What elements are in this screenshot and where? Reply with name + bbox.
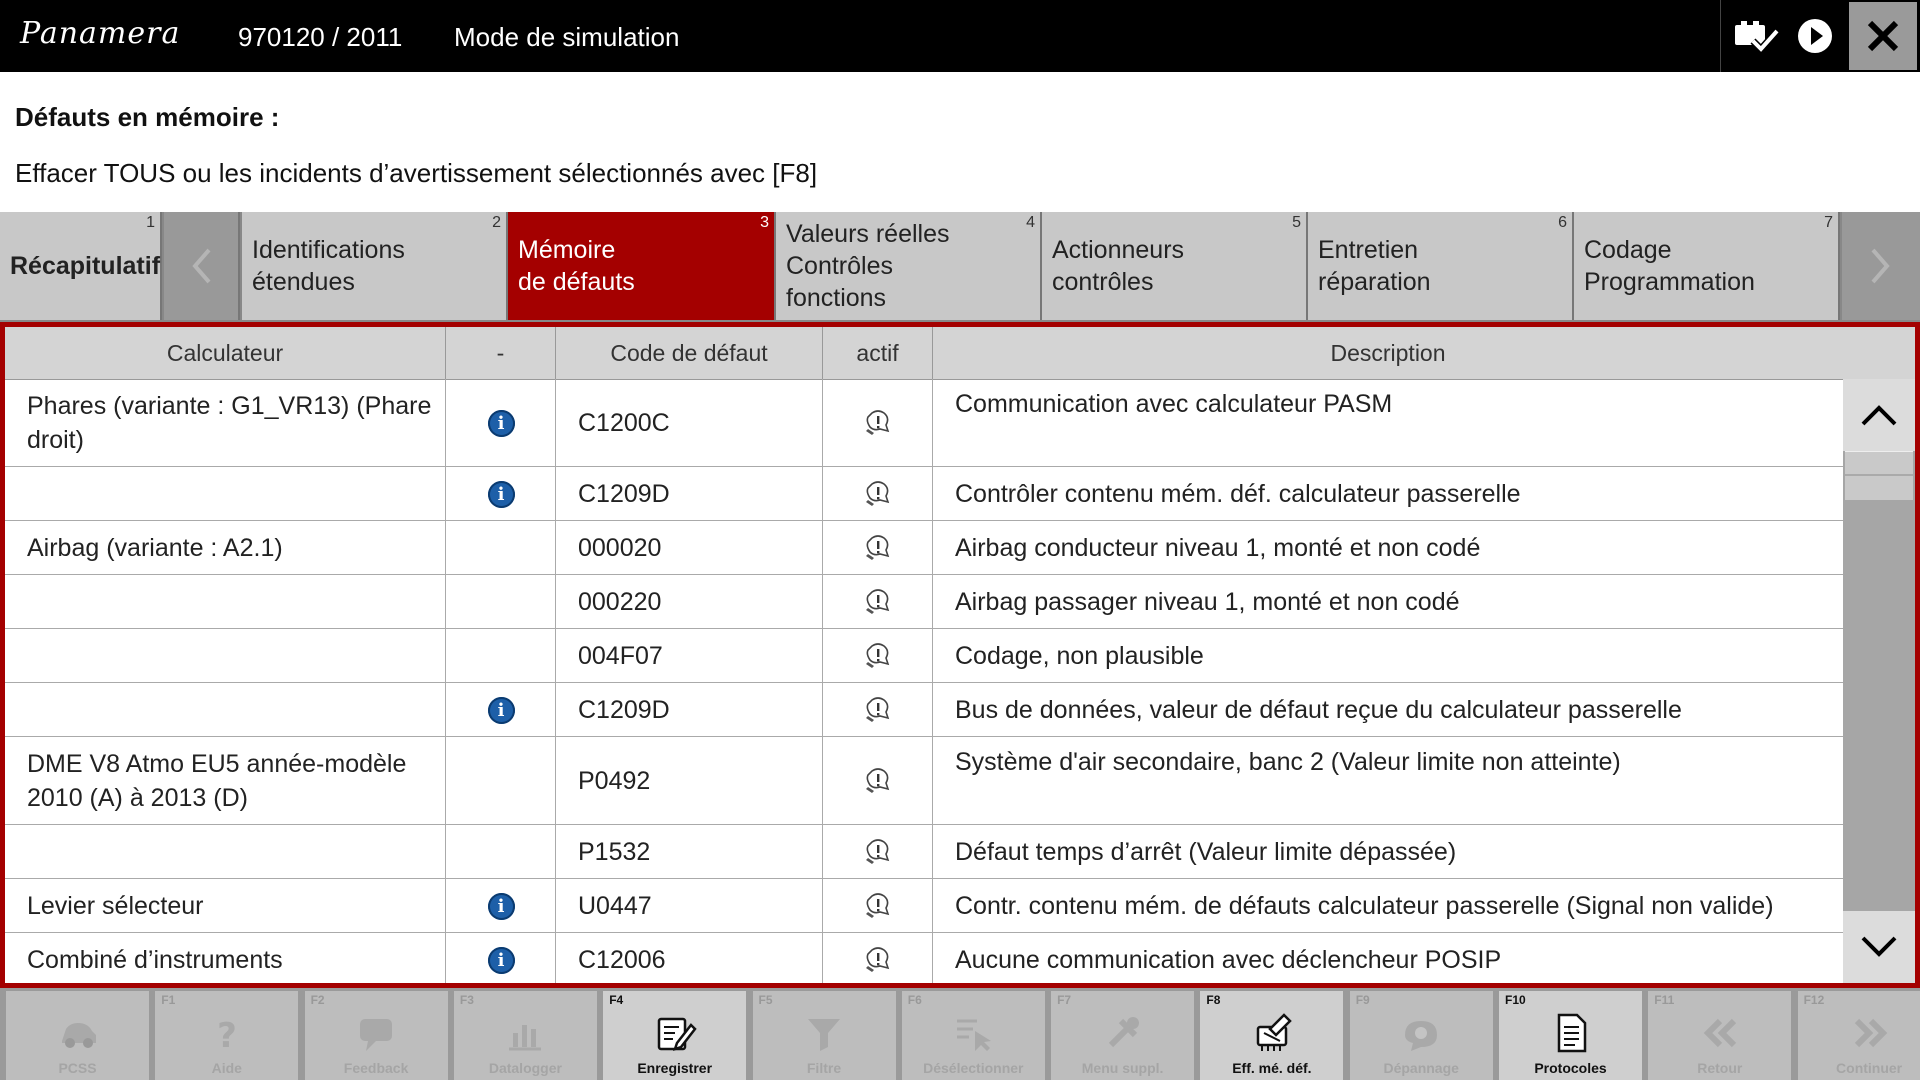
fkey-shortcut: F1 <box>161 993 176 1007</box>
fault-status-icon <box>864 838 892 866</box>
fkey-shortcut: F8 <box>1206 993 1221 1007</box>
cell-actif <box>823 933 933 983</box>
tab-label: Valeurs réelles Contrôles fonctions <box>786 220 950 312</box>
cell-calculateur <box>5 683 446 736</box>
cell-code <box>556 379 823 466</box>
car-icon <box>56 1011 100 1055</box>
cell-description <box>933 879 1843 932</box>
deselect-icon <box>951 1011 995 1055</box>
description-text: Défaut temps d’arrêt (Valeur limite dépassée) <box>955 838 1457 866</box>
column-header-calculateur[interactable]: Calculateur <box>5 327 446 379</box>
fault-code-text: C1200C <box>578 409 670 437</box>
calculateur-text: Phares (variante : G1_VR13) (Phare droit) <box>27 392 432 454</box>
fkey-datalogger-button[interactable] <box>454 991 597 1080</box>
description-text: Contrôler contenu mém. déf. calculateur passerelle <box>955 480 1521 508</box>
cell-calculateur <box>5 575 446 628</box>
fkey-label: Datalogger <box>488 1060 562 1076</box>
clipboard-pen-icon <box>653 1011 697 1055</box>
cell-code <box>556 521 823 574</box>
table-row[interactable] <box>5 825 1843 879</box>
column-header-actif[interactable]: actif <box>823 327 933 379</box>
fault-code-text: 004F07 <box>578 642 663 670</box>
cell-calculateur <box>5 825 446 878</box>
fkey-d-pannage-button[interactable] <box>1350 991 1493 1080</box>
tab-number: 2 <box>492 214 501 231</box>
fkey-shortcut: F6 <box>907 993 922 1007</box>
fault-status-icon <box>864 696 892 724</box>
cell-actif <box>823 467 933 520</box>
fault-status-icon <box>864 480 892 508</box>
table-row[interactable] <box>5 737 1843 825</box>
cell-info <box>446 879 556 932</box>
cell-info <box>446 933 556 983</box>
fault-code-text: C1209D <box>578 480 670 508</box>
tab-bar <box>0 212 1920 322</box>
tab-identifications[interactable] <box>242 212 508 320</box>
cell-info <box>446 521 556 574</box>
calculateur-text: Levier sélecteur <box>27 892 204 920</box>
chevron-down-icon <box>1859 934 1899 960</box>
fkey-shortcut: F10 <box>1505 993 1526 1007</box>
double-right-icon <box>1847 1011 1891 1055</box>
info-icon[interactable]: i <box>488 947 515 974</box>
cell-description <box>933 737 1843 824</box>
cell-info <box>446 737 556 824</box>
tab-entretien[interactable] <box>1308 212 1574 320</box>
fault-code-text: P0492 <box>578 767 651 795</box>
scrollbar-header <box>1843 327 1915 379</box>
vehicle-check-icon <box>1733 19 1779 53</box>
cell-calculateur <box>5 521 446 574</box>
scrollbar[interactable] <box>1843 327 1915 983</box>
cell-code <box>556 825 823 878</box>
vehicle-check-button[interactable] <box>1726 0 1786 72</box>
description-text: Airbag conducteur niveau 1, monté et non codé <box>955 534 1481 562</box>
calculateur-text: DME V8 Atmo EU5 année-modèle 2010 (A) à 2013 (D) <box>27 750 407 812</box>
fkey-d-s-lectionner-button[interactable] <box>902 991 1045 1080</box>
table-header <box>5 327 1843 380</box>
fkey-label: Protocoles <box>1534 1060 1607 1076</box>
bar-chart-icon <box>503 1011 547 1055</box>
fkey-label: Enregistrer <box>637 1060 713 1076</box>
brand-logo: Panamera <box>20 16 181 51</box>
fault-table-frame <box>0 322 1920 988</box>
cell-actif <box>823 879 933 932</box>
fkey-shortcut: F2 <box>310 993 325 1007</box>
cell-description <box>933 825 1843 878</box>
tab-codage[interactable] <box>1574 212 1840 320</box>
cell-description <box>933 379 1843 466</box>
tab-scroll-right-button[interactable] <box>1842 212 1920 320</box>
vehicle-id: 970120 / 2011 <box>238 22 403 52</box>
svg-text:?: ? <box>216 1016 237 1055</box>
cell-description <box>933 933 1843 983</box>
tab-label: Entretien réparation <box>1318 236 1431 296</box>
fault-status-icon <box>864 892 892 920</box>
info-icon[interactable]: i <box>488 697 515 724</box>
tab-number: 3 <box>760 214 769 231</box>
cell-code <box>556 467 823 520</box>
troubleshoot-icon <box>1399 1011 1443 1055</box>
speech-bubble-icon <box>354 1011 398 1055</box>
divider <box>1720 0 1721 72</box>
cell-info <box>446 575 556 628</box>
description-text: Codage, non plausible <box>955 642 1204 670</box>
fault-code-text: 000020 <box>578 534 662 562</box>
tab-number: 6 <box>1558 214 1567 231</box>
scroll-down-button[interactable] <box>1843 911 1915 983</box>
description-text: Bus de données, valeur de défaut reçue du calculateur passerelle <box>955 696 1682 724</box>
tab-label: Mémoire de défauts <box>518 236 635 296</box>
cell-code <box>556 879 823 932</box>
function-key-bar <box>0 988 1920 1080</box>
cell-calculateur <box>5 379 446 466</box>
fkey-label: PCSS <box>58 1060 97 1076</box>
title-bar <box>0 0 1920 72</box>
fkey-menu-suppl-button[interactable] <box>1051 991 1194 1080</box>
table-row[interactable] <box>5 521 1843 575</box>
fkey-pcss-button[interactable] <box>6 991 149 1080</box>
cell-calculateur <box>5 467 446 520</box>
info-icon[interactable]: i <box>488 481 515 508</box>
table-row[interactable] <box>5 683 1843 737</box>
question-icon <box>205 1011 249 1055</box>
cell-calculateur <box>5 737 446 824</box>
cell-actif <box>823 379 933 466</box>
fkey-aide-button[interactable] <box>155 991 298 1080</box>
fault-status-icon <box>864 409 892 437</box>
description-text: Communication avec calculateur PASM <box>955 390 1393 418</box>
cell-actif <box>823 575 933 628</box>
cell-code <box>556 737 823 824</box>
fault-status-icon <box>864 946 892 974</box>
cell-calculateur <box>5 879 446 932</box>
cell-code <box>556 575 823 628</box>
cell-code <box>556 683 823 736</box>
tools-icon <box>1101 1011 1145 1055</box>
description-text: Airbag passager niveau 1, monté et non codé <box>955 588 1460 616</box>
scroll-thumb[interactable] <box>1845 451 1913 500</box>
cell-code <box>556 629 823 682</box>
fkey-eff-m-d-f-button[interactable] <box>1200 991 1343 1080</box>
fkey-enregistrer-button[interactable] <box>603 991 746 1080</box>
play-icon <box>1797 18 1833 54</box>
fault-status-icon <box>864 588 892 616</box>
fault-status-icon <box>864 534 892 562</box>
double-left-icon <box>1698 1011 1742 1055</box>
tab-label: Identifications étendues <box>252 236 405 296</box>
cell-calculateur <box>5 933 446 983</box>
tab-label: Actionneurs contrôles <box>1052 236 1185 296</box>
tab-number: 4 <box>1026 214 1035 231</box>
tab-memoire-defauts[interactable] <box>508 212 776 320</box>
fkey-label: Feedback <box>343 1060 409 1076</box>
scroll-up-button[interactable] <box>1843 379 1915 451</box>
calculateur-text: Combiné d’instruments <box>27 946 283 974</box>
cell-description <box>933 683 1843 736</box>
table-row[interactable] <box>5 879 1843 933</box>
fault-table <box>5 327 1843 983</box>
fkey-label: Eff. mé. déf. <box>1232 1060 1312 1076</box>
cell-actif <box>823 683 933 736</box>
fault-code-text: C12006 <box>578 946 666 974</box>
table-row[interactable] <box>5 467 1843 521</box>
fkey-retour-button[interactable] <box>1648 991 1791 1080</box>
fkey-feedback-button[interactable] <box>305 991 448 1080</box>
chevron-right-icon <box>1869 246 1893 286</box>
fault-code-text: 000220 <box>578 588 662 616</box>
chevron-up-icon <box>1859 402 1899 428</box>
cell-actif <box>823 737 933 824</box>
erase-memory-icon <box>1250 1011 1294 1055</box>
funnel-icon <box>802 1011 846 1055</box>
cell-actif <box>823 629 933 682</box>
mode-label: Mode de simulation <box>454 22 680 52</box>
cell-info <box>446 467 556 520</box>
table-row[interactable] <box>5 933 1843 983</box>
fkey-label: Désélectionner <box>923 1060 1024 1076</box>
fault-code-text: U0447 <box>578 892 652 920</box>
fkey-label: Filtre <box>806 1060 842 1076</box>
description-text: Système d'air secondaire, banc 2 (Valeur limite non atteinte) <box>955 748 1621 776</box>
page-title: Défauts en mémoire : <box>15 102 280 132</box>
table-row[interactable] <box>5 629 1843 683</box>
fkey-label: Aide <box>211 1060 242 1076</box>
close-icon <box>1866 19 1900 53</box>
cell-info <box>446 629 556 682</box>
fkey-shortcut: F12 <box>1803 993 1825 1007</box>
calculateur-text: Airbag (variante : A2.1) <box>27 534 283 562</box>
tab-number: 1 <box>146 214 155 231</box>
info-icon[interactable]: i <box>488 893 515 920</box>
cell-description <box>933 629 1843 682</box>
fkey-shortcut: F5 <box>758 993 773 1007</box>
column-header-code[interactable]: Code de défaut <box>556 327 823 379</box>
cell-info <box>446 825 556 878</box>
fkey-protocoles-button[interactable] <box>1499 991 1642 1080</box>
fault-status-icon <box>864 642 892 670</box>
column-header-description[interactable]: Description <box>1330 340 1446 366</box>
chevron-left-icon <box>189 246 213 286</box>
cell-code <box>556 933 823 983</box>
fkey-shortcut: F4 <box>609 993 624 1007</box>
fkey-shortcut: F11 <box>1654 993 1675 1007</box>
tab-label: Codage Programmation <box>1584 236 1755 296</box>
fault-code-text: P1532 <box>578 838 651 866</box>
column-header-info[interactable]: - <box>446 327 556 379</box>
cell-info <box>446 379 556 466</box>
fkey-shortcut: F3 <box>459 993 474 1007</box>
cell-actif <box>823 825 933 878</box>
description-text: Aucune communication avec déclencheur POSIP <box>955 946 1502 974</box>
cell-description <box>933 521 1843 574</box>
play-button[interactable] <box>1790 0 1840 72</box>
fault-code-text: C1209D <box>578 696 670 724</box>
table-row[interactable] <box>5 575 1843 629</box>
document-icon <box>1549 1011 1593 1055</box>
cell-actif <box>823 521 933 574</box>
fkey-label: Dépannage <box>1383 1060 1459 1076</box>
fkey-label: Continuer <box>1836 1060 1903 1076</box>
cell-description <box>933 467 1843 520</box>
fkey-continuer-button[interactable] <box>1798 991 1920 1080</box>
tab-label: Récapitulatif <box>10 252 161 280</box>
description-text: Contr. contenu mém. de défauts calculateur passerelle (Signal non valide) <box>955 892 1774 920</box>
fkey-shortcut: F9 <box>1355 993 1370 1007</box>
info-icon[interactable]: i <box>488 410 515 437</box>
cell-calculateur <box>5 629 446 682</box>
tab-number: 5 <box>1292 214 1301 231</box>
page-instruction: Effacer TOUS ou les incidents d’avertissement sélectionnés avec [F8] <box>15 158 818 188</box>
cell-info <box>446 683 556 736</box>
fkey-label: Menu suppl. <box>1081 1060 1164 1076</box>
fkey-filtre-button[interactable] <box>753 991 896 1080</box>
tab-recapitulatif[interactable] <box>0 212 162 320</box>
tab-scroll-left-button[interactable] <box>164 212 240 320</box>
fault-status-icon <box>864 767 892 795</box>
fkey-shortcut: F7 <box>1057 993 1072 1007</box>
tab-number: 7 <box>1824 214 1833 231</box>
close-button[interactable] <box>1849 2 1917 70</box>
table-row[interactable] <box>5 379 1843 467</box>
tab-actionneurs[interactable] <box>1042 212 1308 320</box>
fkey-label: Retour <box>1697 1060 1743 1076</box>
cell-description <box>933 575 1843 628</box>
tab-valeurs-reelles[interactable] <box>776 212 1042 320</box>
